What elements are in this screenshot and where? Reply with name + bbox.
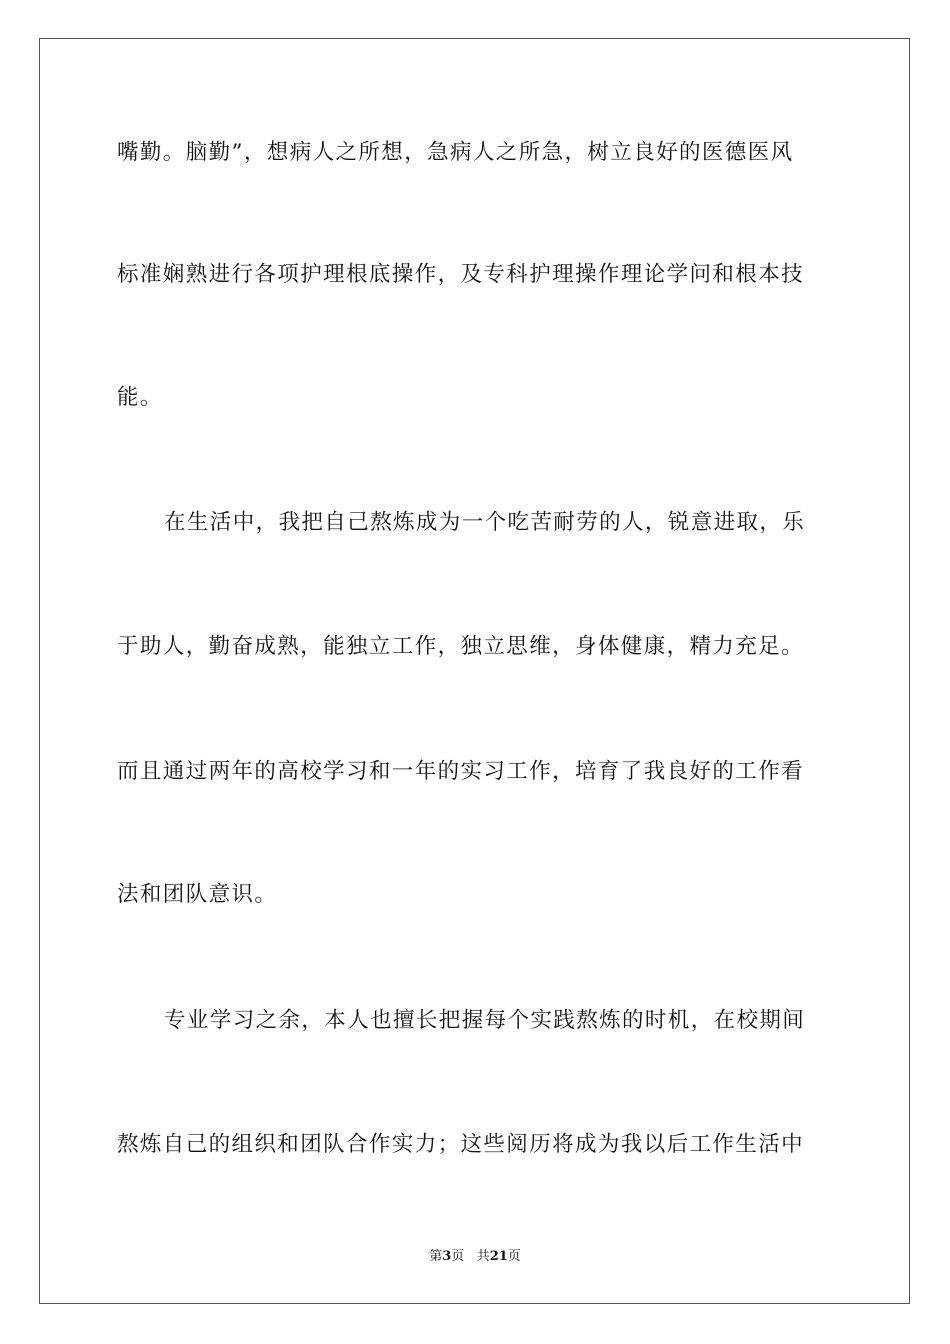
body-text-line: 能。 [117,385,163,410]
paragraph-first-line: 在生活中，我把自己熬炼成为一个吃苦耐劳的人，锐意进取，乐 [164,510,806,535]
body-text-line: 于助人，勤奋成熟，能独立工作，独立思维，身体健康，精力充足。 [117,634,805,659]
total-suffix: 页 [507,1249,521,1264]
page-number: 3 [442,1249,452,1264]
paragraph-first-line: 专业学习之余，本人也擅长把握每个实践熬炼的时机，在校期间 [164,1008,806,1033]
page-prefix: 第 [429,1249,443,1264]
total-pages: 21 [489,1249,508,1264]
body-text-line: 法和团队意识。 [117,882,278,907]
page-frame [39,38,910,1304]
body-text-line: 标准娴熟进行各项护理根底操作，及专科护理操作理论学问和根本技 [117,262,805,287]
body-text-line: 而且通过两年的高校学习和一年的实习工作，培育了我良好的工作看 [117,759,805,784]
body-text-line: 熬炼自己的组织和团队合作实力；这些阅历将成为我以后工作生活中 [117,1132,805,1157]
page-footer [0,1248,950,1266]
total-prefix: 共 [476,1249,490,1264]
body-text-line: 嘴勤。脑勤”，想病人之所想，急病人之所急，树立良好的医德医风 [117,140,794,165]
page-suffix: 页 [451,1249,465,1264]
